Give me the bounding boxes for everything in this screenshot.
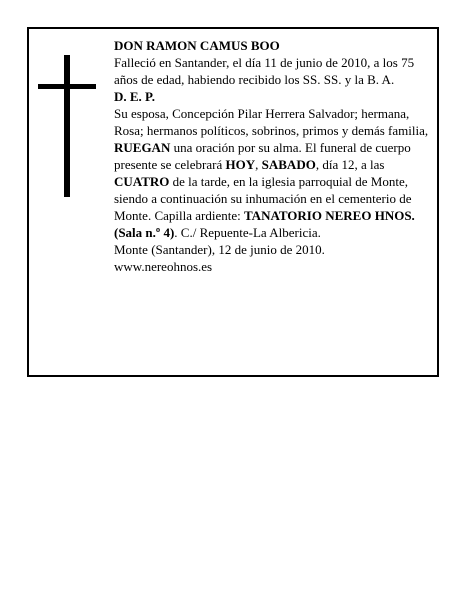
- comma-separator: ,: [255, 157, 262, 172]
- death-announcement: Falleció en Santander, el día 11 de junio de 2010, a los 75 años de edad, habiendo recibido los SS. SS. y la B. A.: [114, 55, 415, 87]
- cross-icon-vertical-bar: [64, 55, 70, 197]
- prayer-text: una oración por su alma. El funeral de cuerpo presente se celebrará: [114, 140, 411, 172]
- sabado-word: SABADO: [261, 157, 316, 172]
- dep-line: D. E. P.: [114, 89, 156, 104]
- cuatro-word: CUATRO: [114, 174, 170, 189]
- ruegan-word: RUEGAN: [114, 140, 171, 155]
- family-list: Su esposa, Concepción Pilar Herrera Salvador; hermana, Rosa; hermanos políticos, sobrinos, primos y demás familia,: [114, 106, 429, 138]
- funeral-text: de la tarde, en la iglesia parroquial de Monte, siendo a continuación su inhumación en el cementerio de Monte. Capilla ardiente:: [114, 174, 412, 223]
- deceased-name: DON RAMON CAMUS BOO: [114, 38, 280, 53]
- hoy-word: HOY: [225, 157, 256, 172]
- funeral-details: [114, 139, 430, 241]
- address-text: . C./ Repuente-La Albericia.: [174, 225, 321, 240]
- website-text: www.nereohnos.es: [114, 259, 213, 274]
- cross-icon-horizontal-bar: [38, 84, 96, 89]
- obituary-text-block: [114, 37, 430, 275]
- day-text: , día 12, a las: [315, 157, 385, 172]
- place-date: Monte (Santander), 12 de junio de 2010.: [114, 242, 325, 257]
- tanatorio-name: TANATORIO NEREO HNOS. (Sala n.º 4): [114, 208, 415, 240]
